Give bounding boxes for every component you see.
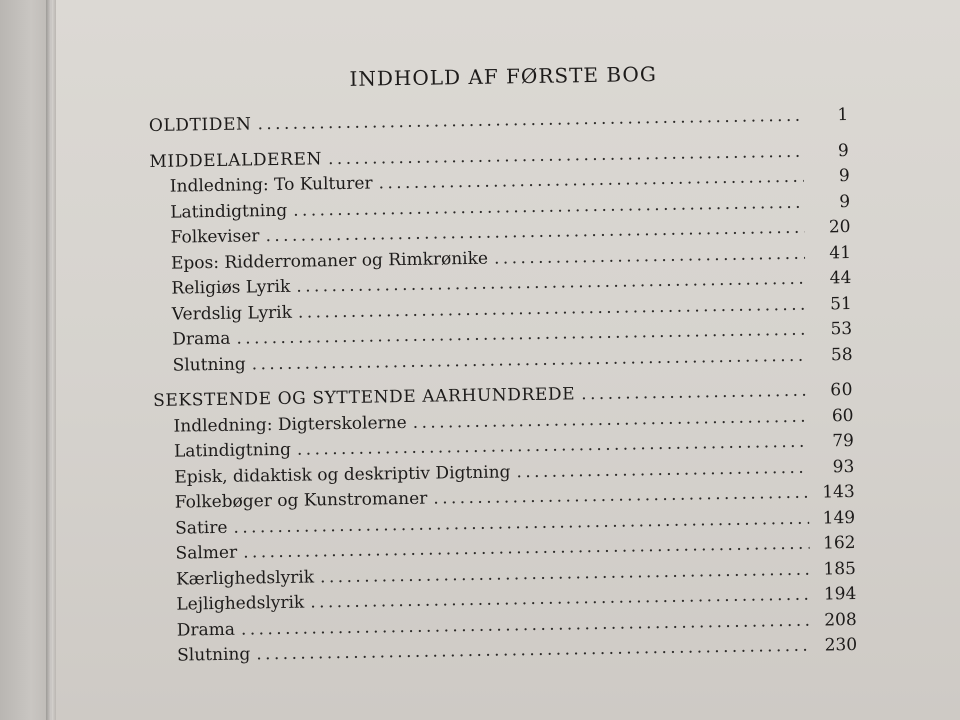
- toc-entry-title: Folkebøger og Kunstromaner: [174, 488, 428, 513]
- toc-entry-title: Lejlighedslyrik: [176, 592, 305, 615]
- toc-entry-title: Slutning: [177, 644, 251, 666]
- toc-entry-title: Indledning: To Kulturer: [169, 173, 373, 197]
- toc-entry-page: 60: [831, 405, 854, 426]
- toc-entry-page: 41: [829, 242, 852, 263]
- toc-entry-title: Folkeviser: [170, 226, 260, 248]
- toc-entry-page: 194: [823, 583, 857, 605]
- toc-entry-title: Religiøs Lyrik: [171, 276, 291, 299]
- toc-entry-page: 208: [824, 609, 857, 630]
- toc-entry-title: Episk, didaktisk og deskriptiv Digtning: [174, 461, 511, 488]
- toc-entry-page: 44: [829, 267, 852, 289]
- toc-entry-page: 143: [822, 481, 855, 503]
- toc-entry-title: Salmer: [175, 542, 238, 564]
- toc-entry-page: 60: [830, 379, 854, 401]
- toc-entry-page: 20: [828, 216, 851, 238]
- toc-entry-page: 162: [822, 532, 856, 554]
- toc-entry-page: 53: [830, 318, 853, 340]
- toc-entry-page: 230: [824, 634, 858, 656]
- toc-entry-page: 1: [837, 104, 849, 126]
- toc-entry-title: SEKSTENDE OG SYTTENDE AARHUNDREDE: [153, 384, 576, 411]
- toc-entry-page: 58: [830, 344, 853, 365]
- toc-entry-page: 185: [823, 558, 857, 579]
- table-of-contents: [148, 59, 857, 669]
- toc-entry-page: 149: [822, 507, 856, 528]
- toc-entry-page: 9: [838, 165, 850, 187]
- toc-entry-title: Latindigtning: [170, 200, 288, 223]
- toc-entry-title: Satire: [175, 517, 228, 539]
- toc-entry-page: 93: [832, 456, 855, 477]
- toc-entry-title: Verdslig Lyrik: [171, 302, 293, 325]
- toc-entry-title: MIDDELALDEREN: [149, 148, 323, 172]
- toc-entry-page: 51: [829, 293, 852, 314]
- dot-leader: [581, 379, 807, 408]
- toc-entry-title: Slutning: [172, 354, 246, 376]
- toc-entry-page: 79: [832, 430, 855, 452]
- toc-entry-title: Latindigtning: [173, 439, 292, 462]
- toc-entry-title: Kærlighedslyrik: [175, 566, 315, 590]
- toc-entry-title: Indledning: Digterskolerne: [173, 412, 407, 437]
- left-page-edge: [0, 0, 52, 720]
- book-gutter: [46, 0, 56, 720]
- toc-heading: INDHOLD AF FØRSTE BOG: [349, 62, 658, 91]
- toc-entry-title: OLDTIDEN: [148, 114, 252, 136]
- toc-entry-title: Drama: [172, 328, 231, 350]
- toc-entry-page: 9: [839, 191, 851, 212]
- toc-entry-title: Drama: [176, 619, 236, 641]
- toc-entry-page: 9: [837, 140, 850, 161]
- toc-entry-title: Epos: Ridderromaner og Rimkrønike: [170, 248, 489, 274]
